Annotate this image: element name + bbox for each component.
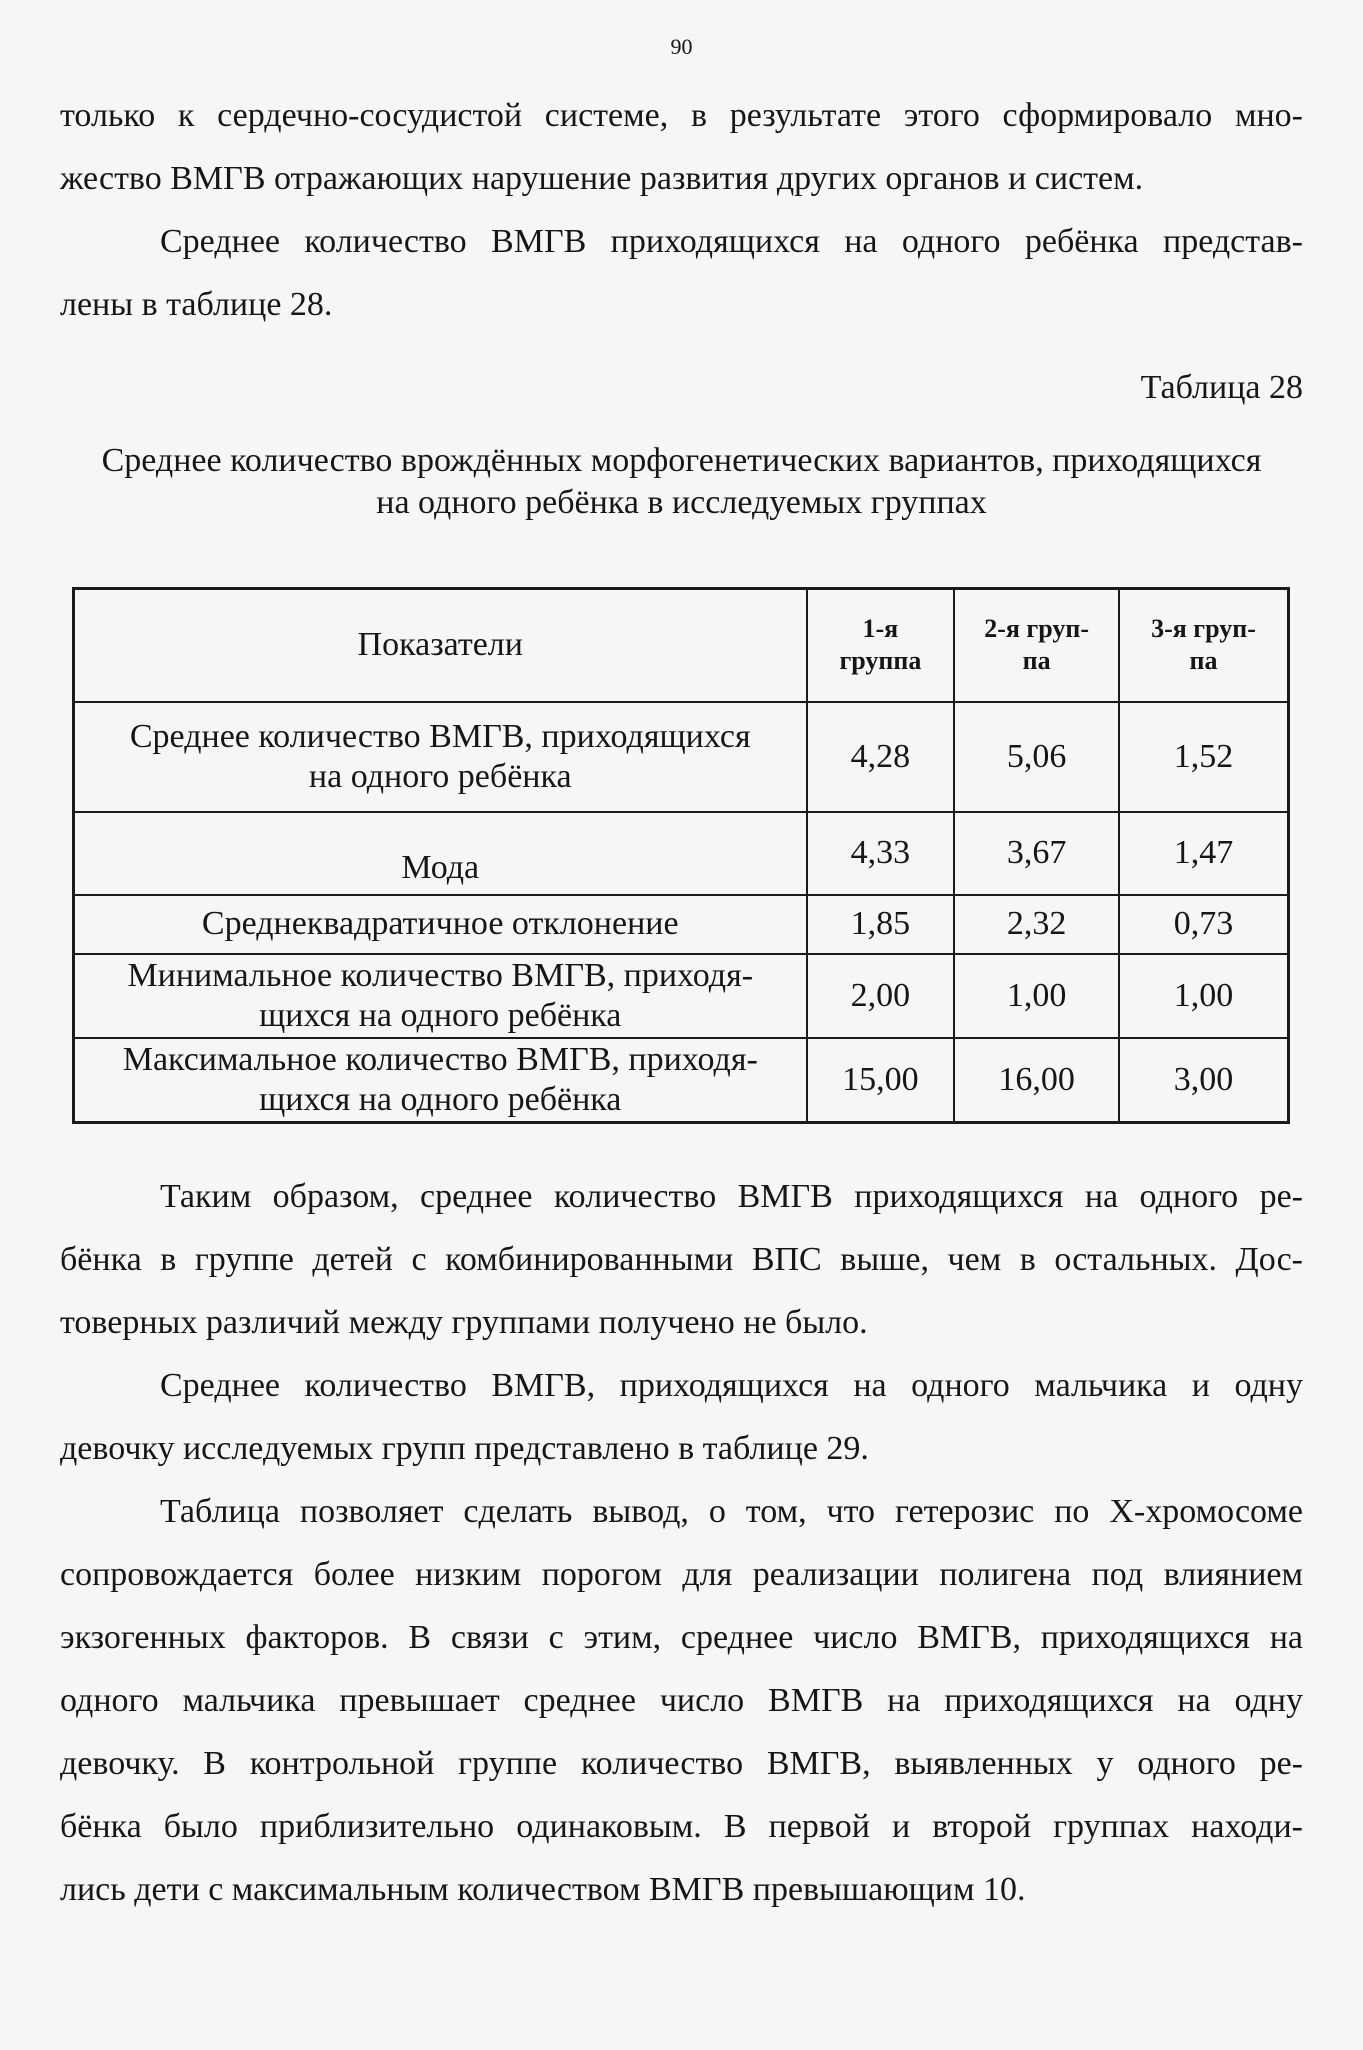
table-title-line: Среднее количество врождённых морфогенетических вариантов, приходящихся xyxy=(101,442,1262,479)
text-line: жество ВМГВ отражающих нарушение развития других органов и систем. xyxy=(60,160,1144,197)
table-row xyxy=(74,1038,1289,1123)
intro-paragraph xyxy=(60,84,1303,210)
cell-value: 1,00 xyxy=(954,954,1119,1038)
cell-value: 2,00 xyxy=(807,954,955,1038)
second-paragraph xyxy=(60,210,1303,336)
text-line: экзогенных факторов. В связи с этим, среднее число ВМГВ, приходящихся на xyxy=(60,1619,1303,1656)
text-line: девочку. В контрольной группе количество ВМГВ, выявленных у одного ре- xyxy=(60,1745,1303,1782)
cell-value: 1,52 xyxy=(1119,702,1289,812)
text-line: Среднее количество ВМГВ, приходящихся на одного мальчика и одну xyxy=(160,1367,1303,1404)
row-label: Среднее количество ВМГВ, приходящихся на одного ребёнка xyxy=(74,702,807,812)
row-label: Мода xyxy=(74,812,807,895)
text-line: девочку исследуемых групп представлено в таблице 29. xyxy=(60,1430,869,1467)
cell-value: 1,47 xyxy=(1119,812,1289,895)
table-row xyxy=(74,702,1289,812)
cell-value: 16,00 xyxy=(954,1038,1119,1123)
header-group-3: 3-я груп- па xyxy=(1119,589,1289,702)
text-line: лись дети с максимальным количеством ВМГВ превышающим 10. xyxy=(60,1871,1026,1908)
paragraph-table-29 xyxy=(60,1354,1303,1480)
cell-value: 1,00 xyxy=(1119,954,1289,1038)
cell-value: 1,85 xyxy=(807,895,955,954)
table-title xyxy=(60,440,1303,524)
text-line: только к сердечно-сосудистой системе, в результате этого сформировало мно- xyxy=(60,97,1303,134)
paragraph-after-table xyxy=(60,1165,1303,1354)
cell-value: 4,28 xyxy=(807,702,955,812)
cell-value: 2,32 xyxy=(954,895,1119,954)
text-line: Среднее количество ВМГВ приходящихся на одного ребёнка представ- xyxy=(160,223,1303,260)
table-label: Таблица 28 xyxy=(1140,369,1303,406)
indicators-table xyxy=(72,587,1290,1124)
text-line: Таблица позволяет сделать вывод, о том, что гетерозис по X-хромосоме xyxy=(160,1493,1303,1530)
cell-value: 3,67 xyxy=(954,812,1119,895)
cell-value: 0,73 xyxy=(1119,895,1289,954)
cell-value: 15,00 xyxy=(807,1038,955,1123)
text-line: бёнка в группе детей с комбинированными ВПС выше, чем в остальных. Дос- xyxy=(60,1241,1303,1278)
header-group-1: 1-я группа xyxy=(807,589,955,702)
table-row xyxy=(74,954,1289,1038)
page-number: 90 xyxy=(670,34,693,59)
row-label: Максимальное количество ВМГВ, приходя- щихся на одного ребёнка xyxy=(74,1038,807,1123)
text-line: товерных различий между группами получено не было. xyxy=(60,1304,868,1341)
row-label: Минимальное количество ВМГВ, приходя- щихся на одного ребёнка xyxy=(74,954,807,1038)
cell-value: 3,00 xyxy=(1119,1038,1289,1123)
table-header-row xyxy=(74,589,1289,702)
table-title-line: на одного ребёнка в исследуемых группах xyxy=(376,484,987,521)
header-indicators: Показатели xyxy=(74,589,807,702)
table-row xyxy=(74,895,1289,954)
text-line: лены в таблице 28. xyxy=(60,286,333,323)
cell-value: 5,06 xyxy=(954,702,1119,812)
header-group-2: 2-я груп- па xyxy=(954,589,1119,702)
cell-value: 4,33 xyxy=(807,812,955,895)
row-label: Среднеквадратичное отклонение xyxy=(74,895,807,954)
paragraph-conclusion xyxy=(60,1480,1303,1921)
text-line: одного мальчика превышает среднее число ВМГВ на приходящихся на одну xyxy=(60,1682,1303,1719)
text-line: Таким образом, среднее количество ВМГВ приходящихся на одного ре- xyxy=(160,1178,1303,1215)
table-row xyxy=(74,812,1289,895)
text-line: сопровождается более низким порогом для реализации полигена под влиянием xyxy=(60,1556,1303,1593)
text-line: бёнка было приблизительно одинаковым. В первой и второй группах находи- xyxy=(60,1808,1303,1845)
